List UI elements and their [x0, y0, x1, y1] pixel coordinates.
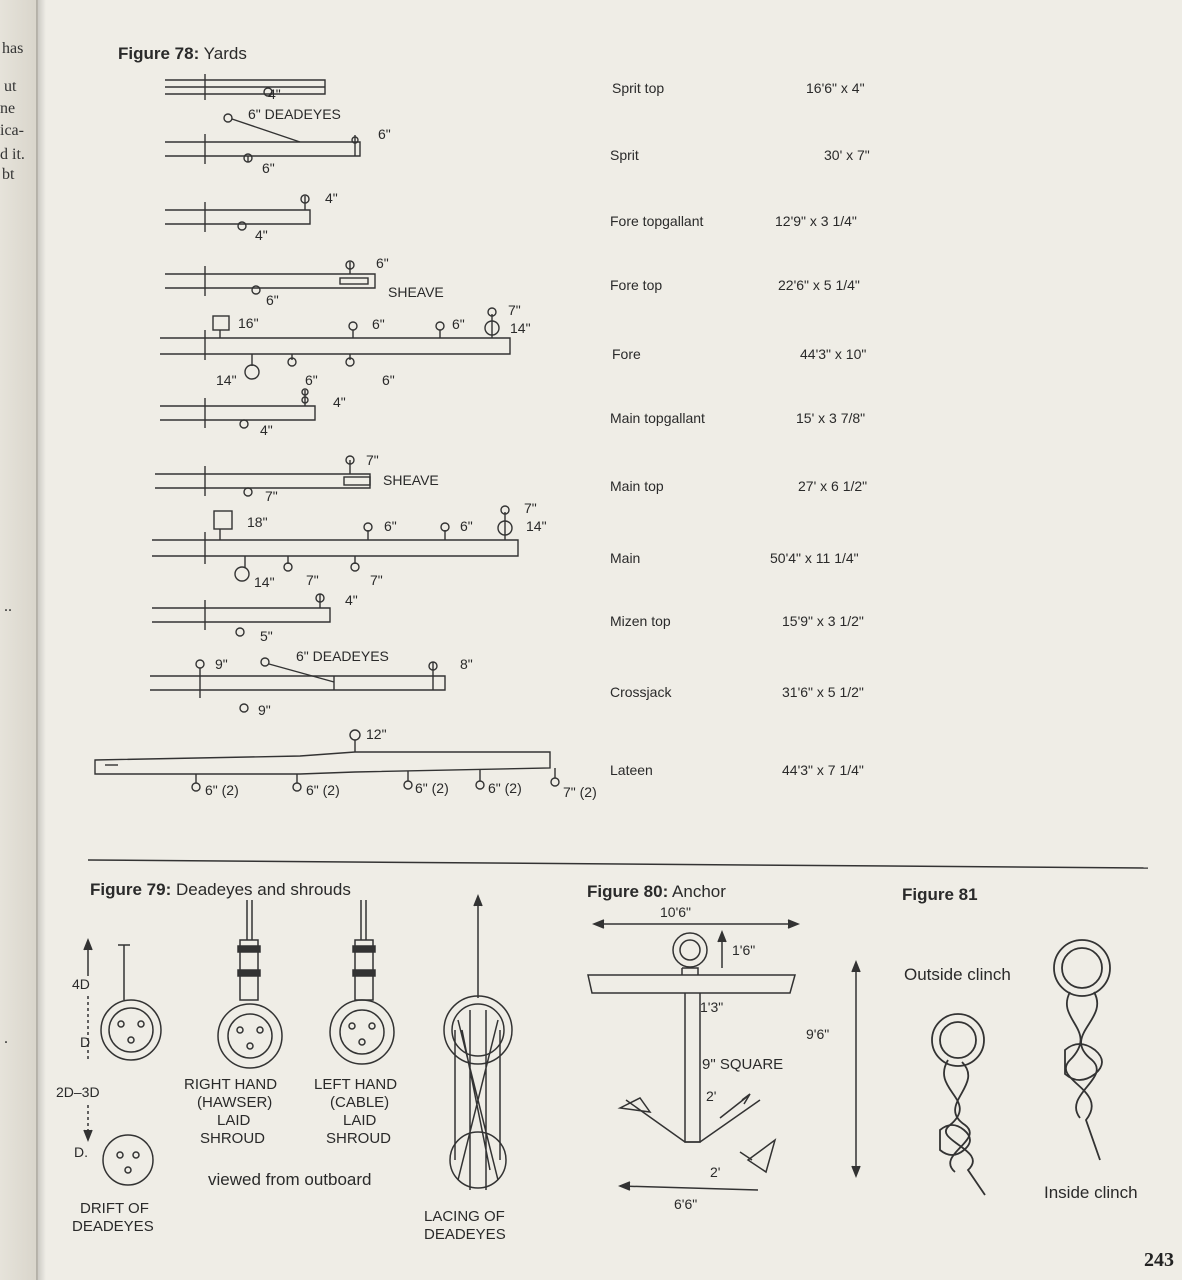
fig79-label: DEADEYES — [424, 1226, 506, 1243]
facing-page-text: ut — [4, 78, 17, 95]
anchor-drawing — [588, 920, 860, 1190]
fig79-label: D — [80, 1034, 91, 1050]
yard-label: 7" — [370, 572, 383, 588]
fig79-label: (HAWSER) — [197, 1094, 273, 1111]
fig79-label: D. — [74, 1144, 88, 1160]
yard-main — [152, 540, 518, 556]
yard-label: 6" DEADEYES — [296, 648, 389, 664]
yard-name: Fore topgallant — [610, 213, 704, 229]
yard-label: 5" — [260, 628, 273, 644]
yard-name: Fore top — [610, 277, 663, 293]
figure-80-number: Figure 80: — [587, 882, 669, 901]
yard-name: Fore — [612, 346, 641, 362]
yard-label: 6" — [305, 372, 318, 388]
yard-size: 27' x 6 1/2" — [798, 478, 868, 494]
fig79-label: DEADEYES — [72, 1218, 154, 1235]
fig80-label: 9" SQUARE — [702, 1056, 784, 1073]
yard-mizen-top — [152, 608, 330, 622]
yard-crossjack — [150, 676, 445, 690]
facing-page-text: d it. — [0, 146, 25, 163]
figure-79-number: Figure 79: — [90, 880, 172, 899]
yard-size: 12'9" x 3 1/4" — [775, 213, 857, 229]
yard-size: 50'4" x 11 1/4" — [770, 550, 859, 566]
yard-label: 14" — [254, 574, 275, 590]
yard-name: Main topgallant — [610, 410, 705, 426]
fig79-label: LAID — [343, 1112, 377, 1129]
yard-name: Mizen top — [610, 613, 671, 629]
yard-size: 22'6" x 5 1/4" — [778, 277, 860, 293]
yard-name: Crossjack — [610, 684, 672, 700]
yard-label: 6" — [378, 126, 391, 142]
yard-label: 4" — [325, 190, 338, 206]
fig79-label: SHROUD — [326, 1130, 392, 1147]
fig79-label: 4D — [72, 976, 90, 992]
figure-79-caption — [90, 880, 351, 900]
yard-label: 6" — [460, 518, 473, 534]
yard-size: 15'9" x 3 1/2" — [782, 613, 864, 629]
yard-label: 4" — [345, 592, 358, 608]
facing-page-text: ne — [0, 100, 16, 117]
yard-label: 7" — [306, 572, 319, 588]
yard-fore-topgallant — [165, 210, 310, 224]
deadeye-drawings — [84, 896, 512, 1190]
yard-size: 44'3" x 10" — [800, 346, 867, 362]
figure-78-title: Yards — [203, 44, 247, 63]
figure-79-title: Deadeyes and shrouds — [175, 880, 351, 899]
facing-page-text: bt — [2, 166, 15, 183]
fig80-label: 9'6" — [806, 1026, 830, 1042]
yard-label: 6" — [376, 255, 389, 271]
yard-label: 6" — [372, 316, 385, 332]
figure-78-number: Figure 78: — [118, 44, 200, 63]
yard-label: 4" — [268, 86, 281, 102]
yard-label: 6" (2) — [488, 780, 522, 796]
yard-main-topgallant — [160, 406, 315, 420]
yard-sprit — [165, 142, 360, 156]
yard-size: 15' x 3 7/8" — [796, 410, 866, 426]
yard-label: 6" — [262, 160, 275, 176]
fig80-label: 6'6" — [674, 1196, 698, 1212]
figure-80-caption — [587, 882, 726, 902]
yard-label: SHEAVE — [383, 472, 439, 488]
facing-page-text: . — [4, 1030, 8, 1047]
yard-name: Sprit — [610, 147, 639, 163]
facing-page-text: ica- — [0, 122, 24, 139]
yard-label: 16" — [238, 315, 259, 331]
yard-label: 6" (2) — [415, 780, 449, 796]
fig79-label: SHROUD — [200, 1130, 266, 1147]
fig79-label: LEFT HAND — [314, 1076, 398, 1093]
fig79-label: RIGHT HAND — [184, 1076, 278, 1093]
yard-label: 6" — [382, 372, 395, 388]
yard-lateen — [95, 752, 550, 774]
figure-81-caption: Figure 81 — [902, 885, 978, 904]
yard-label: 7" — [524, 500, 537, 516]
yard-label: 6" (2) — [205, 782, 239, 798]
yard-label: 4" — [260, 422, 273, 438]
yard-name: Main — [610, 550, 641, 566]
fig79-label: viewed from outboard — [208, 1170, 372, 1189]
yard-label: 6" (2) — [306, 782, 340, 798]
yard-label: 4" — [255, 227, 268, 243]
yard-name: Sprit top — [612, 80, 665, 96]
yard-label: 4" — [333, 394, 346, 410]
fig79-label: LACING OF — [424, 1208, 505, 1225]
figure-80-title: Anchor — [672, 882, 726, 901]
yard-size: 16'6" x 4" — [806, 80, 865, 96]
fig79-label: 2D–3D — [56, 1084, 100, 1100]
yard-name: Lateen — [610, 762, 653, 778]
fig79-label: DRIFT OF — [80, 1200, 149, 1217]
facing-page-text: has — [2, 40, 24, 57]
yard-size: 31'6" x 5 1/2" — [782, 684, 864, 700]
yard-main-top — [155, 474, 370, 488]
fig80-label: 1'6" — [732, 942, 756, 958]
yard-fore-top — [165, 274, 375, 288]
outside-clinch-label: Outside clinch — [904, 965, 1011, 984]
yard-label: 12" — [366, 726, 387, 742]
page-number: 243 — [1144, 1249, 1174, 1271]
yard-label: 7" — [265, 488, 278, 504]
yard-label: 6" DEADEYES — [248, 106, 341, 122]
yard-size: 44'3" x 7 1/4" — [782, 762, 864, 778]
yard-label: SHEAVE — [388, 284, 444, 300]
yard-label: 6" — [452, 316, 465, 332]
fig80-label: 2' — [710, 1164, 721, 1180]
figure-divider — [88, 860, 1148, 868]
fig80-label: 2' — [706, 1088, 717, 1104]
yard-label: 7" — [366, 452, 379, 468]
yard-label: 8" — [460, 656, 473, 672]
yard-fore — [160, 338, 510, 354]
yard-label: 7" (2) — [563, 784, 597, 800]
yard-size: 30' x 7" — [824, 147, 870, 163]
fig80-label: 10'6" — [660, 904, 692, 920]
fig79-label: LAID — [217, 1112, 251, 1129]
yard-label: 9" — [258, 702, 271, 718]
yard-name: Main top — [610, 478, 664, 494]
fig79-label: (CABLE) — [330, 1094, 390, 1111]
yard-label: 6" — [384, 518, 397, 534]
yard-label: 14" — [216, 372, 237, 388]
yard-label: 9" — [215, 656, 228, 672]
yard-label: 18" — [247, 514, 268, 530]
yard-label: 6" — [266, 292, 279, 308]
yard-label: 14" — [526, 518, 547, 534]
fig80-label: 1'3" — [700, 999, 724, 1015]
inside-clinch-label: Inside clinch — [1044, 1183, 1138, 1202]
facing-page-text: .. — [4, 598, 12, 615]
yard-label: 14" — [510, 320, 531, 336]
yard-label: 7" — [508, 302, 521, 318]
